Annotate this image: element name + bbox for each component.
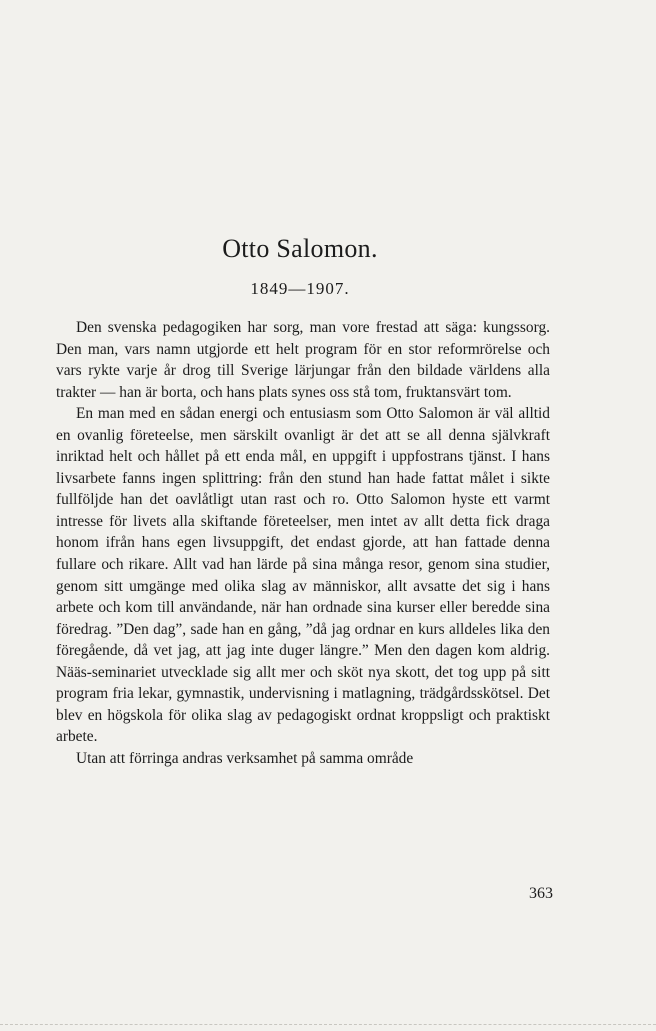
paragraph-1: Den svenska pedagogiken har sorg, man vore frestad att säga: kungssorg. Den man, vars namn utgjorde ett helt program för en stor reformrörelse och vars rykte varje år drog till Sverige lärjungar från den bildade världens alla trakter — han är borta, och hans plats synes oss stå tom, fruktansvärt tom. [56, 319, 550, 401]
life-years: 1849—1907. [250, 279, 350, 298]
paragraph-2: En man med en sådan energi och entusiasm som Otto Salomon är väl alltid en ovanlig företeelse, men särskilt ovanligt är det att se all denna självkraft inriktad helt och hållet på ett enda mål, en uppgift i uppfostrans tjänst. I hans livsarbete fanns ingen splittring: från den stund han hade fattat målet i sikte fullföljde han det oavlåtligt utan rast och ro. Otto Salomon hyste ett varmt intresse för livets alla skiftande företeelser, men intet av allt detta fick draga honom ifrån hans egen livsuppgift, det endast gjorde, att han fattade denna fullare och rikare. Allt vad han lärde på sina många resor, genom sina studier, genom sitt umgänge med olika slag av människor, allt avsatte det sig i hans arbete och kom till användande, när han ordnade sina kurser eller beredde sina föredrag. ”Den dag”, sade han en gång, ”då jag ordnar en kurs alldeles lika den föregående, då vet jag, att jag inte duger längre.” Men den dagen kom aldrig. Nääs-seminariet utvecklade sig allt mer och sköt nya skott, det tog upp på sitt program fria lekar, gymnastik, undervisning i matlagning, trädgårdsskötsel. Det blev en högskola för olika slag av pedagogiskt ordnat kroppsligt och praktiskt arbete. [56, 405, 550, 746]
paragraph-3: Utan att förringa andras verksamhet på samma område [76, 749, 414, 767]
chapter-title: Otto Salomon. [222, 234, 378, 263]
scan-edge-rule [0, 1024, 656, 1026]
body-text [56, 317, 550, 769]
page-number: 363 [529, 885, 553, 902]
